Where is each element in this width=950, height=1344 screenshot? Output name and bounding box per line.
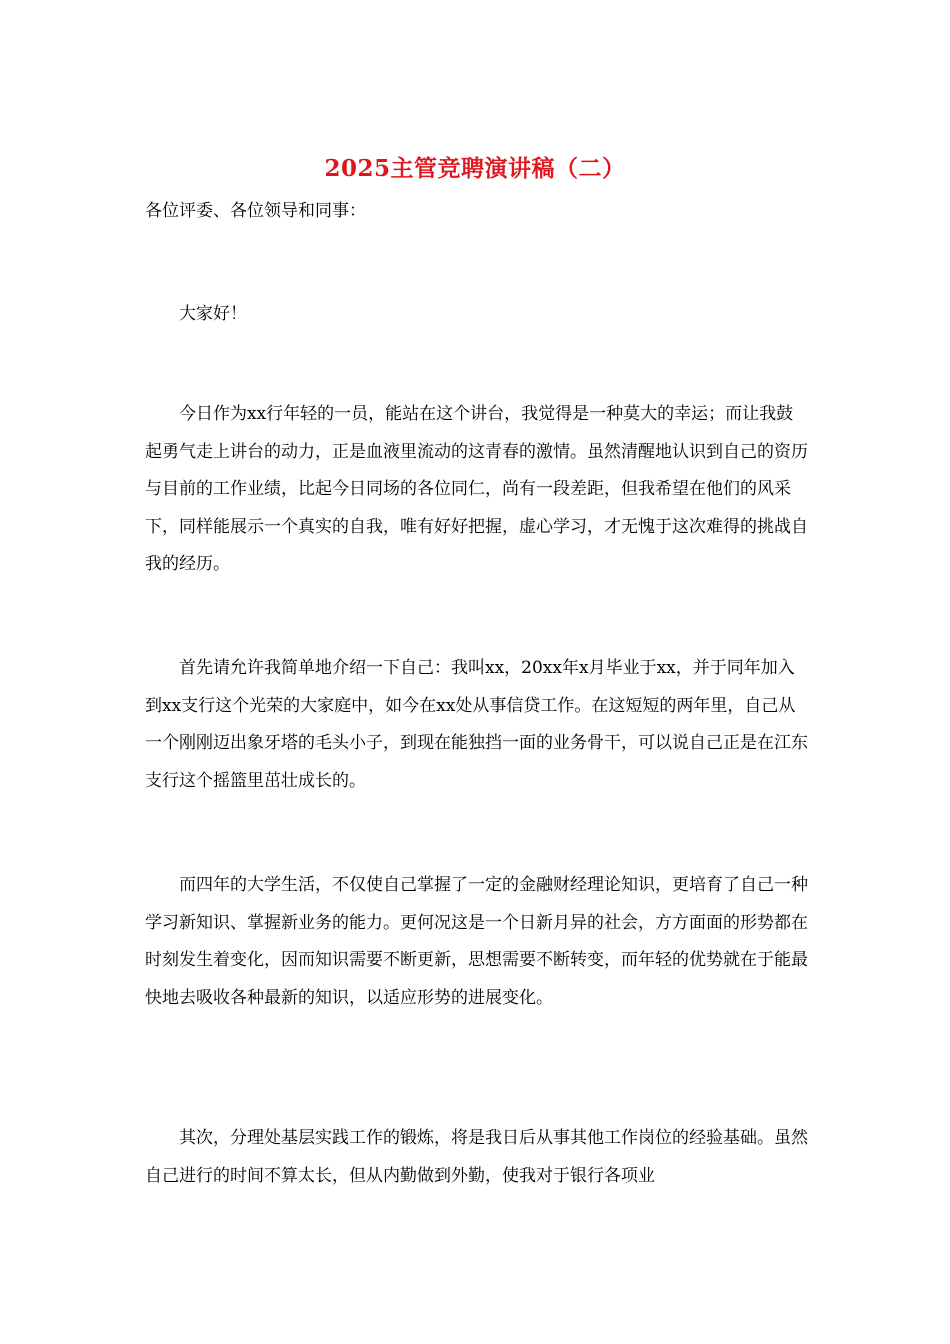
paragraph-2: 首先请允许我简单地介绍一下自己：我叫xx，20xx年x月毕业于xx，并于同年加入到xx支行这个光荣的大家庭中，如今在xx处从事信贷工作。在这短短的两年里，自己从一个刚刚迈出象牙塔的毛头小子，到现在能独挡一面的业务骨干，可以说自己正是在江东支行这个摇篮里茁壮成长的。 <box>145 658 808 791</box>
paragraph-1: 今日作为xx行年轻的一员，能站在这个讲台，我觉得是一种莫大的幸运；而让我鼓起勇气走上讲台的动力，正是血液里流动的这青春的激情。虽然清醒地认识到自己的资历与目前的工作业绩，比起今日同场的各位同仁，尚有一段差距，但我希望在他们的风采下，同样能展示一个真实的自我，唯有好好把握，虚心学习，才无愧于这次难得的挑战自我的经历。 <box>145 404 808 574</box>
greeting: 大家好！ <box>179 304 247 324</box>
paragraph-3: 而四年的大学生活，不仅使自己掌握了一定的金融财经理论知识，更培育了自己一种学习新知识、掌握新业务的能力。更何况这是一个日新月异的社会，方方面面的形势都在时刻发生着变化，因而知识需要不断更新，思想需要不断转变，而年轻的优势就在于能最快地去吸收各种最新的知识，以适应形势的进展变化。 <box>145 875 808 1008</box>
paragraph-4: 其次，分理处基层实践工作的锻炼，将是我日后从事其他工作岗位的经验基础。虽然自己进行的时间不算太长，但从内勤做到外勤，使我对于银行各项业 <box>145 1128 808 1186</box>
salutation: 各位评委、各位领导和同事： <box>145 201 366 221</box>
document-title: 2025主管竞聘演讲稿（二） <box>324 155 626 182</box>
